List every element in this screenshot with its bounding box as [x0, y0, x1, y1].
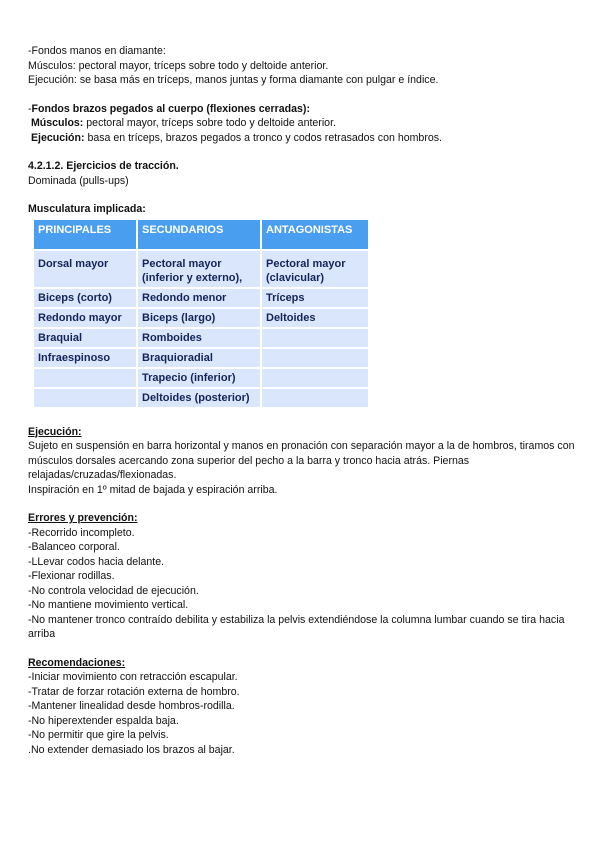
list-item: -No mantener tronco contraído debilita y estabiliza la pelvis extendiéndose la columna lumbar cuando se tira hacia arriba — [28, 613, 565, 640]
list-item: -Mantener linealidad desde hombros-rodilla. — [28, 700, 235, 712]
list-item: -No mantiene movimiento vertical. — [28, 599, 189, 611]
close-execution-text: basa en tríceps, brazos pegados a tronco y codos retrasados con hombros. — [84, 131, 442, 144]
list-item: -Iniciar movimiento con retracción escapular. — [28, 671, 238, 683]
table-cell — [34, 369, 136, 387]
recommendations-title: Recomendaciones: — [28, 656, 126, 669]
list-item: -LLevar codos hacia delante. — [28, 555, 165, 568]
section-subtitle: Dominada (pulls-ups) — [28, 174, 129, 187]
table-cell: Dorsal mayor — [34, 251, 136, 287]
list-item: -No hiperextender espalda baja. — [28, 714, 179, 727]
table-cell: Deltoides (posterior) — [138, 389, 260, 407]
table-header-row — [34, 220, 368, 249]
table-cell — [34, 389, 136, 407]
diamond-title: -Fondos manos en diamante: — [28, 45, 166, 57]
table-cell: Pectoral mayor (inferior y externo), — [138, 251, 260, 287]
errors-block — [28, 511, 576, 642]
table-cell: Trapecio (inferior) — [138, 369, 260, 387]
errors-title: Errores y prevención: — [28, 512, 138, 524]
execution-paragraph: Sujeto en suspensión en barra horizontal y manos en pronación con separación mayor a la de hombros, tiramos con músculos dorsales acercando zona superior del pecho a la barra y tronco hacia atrás. Piernas relajadas/cruzadas/flexionadas. — [28, 440, 575, 481]
table-cell: Infraespinoso — [34, 349, 136, 367]
table-cell: Biceps (largo) — [138, 309, 260, 327]
table-cell — [262, 389, 368, 407]
table-row — [34, 349, 368, 367]
header-antagonistas: ANTAGONISTAS — [262, 220, 368, 249]
list-item: -Balanceo corporal. — [28, 541, 120, 553]
execution-breathing: Inspiración en 1º mitad de bajada y espiración arriba. — [28, 483, 278, 496]
list-item: -Recorrido incompleto. — [28, 526, 135, 539]
list-item: -Tratar de forzar rotación externa de hombro. — [28, 685, 240, 698]
table-row — [34, 389, 368, 407]
close-dash: - — [28, 102, 32, 115]
close-title: Fondos brazos pegados al cuerpo (flexiones cerradas): — [31, 102, 310, 115]
list-item: .No extender demasiado los brazos al bajar. — [28, 743, 235, 756]
document-page — [28, 44, 576, 757]
close-pushup-block — [28, 102, 576, 146]
table-row — [34, 309, 368, 327]
table-cell: Deltoides — [262, 309, 368, 327]
musculature-table — [32, 218, 370, 409]
musculature-title: Musculatura implicada: — [28, 203, 146, 215]
close-muscles-label: Músculos: — [30, 117, 84, 129]
close-execution-label: Ejecución: — [30, 131, 85, 144]
execution-title: Ejecución: — [28, 425, 82, 438]
list-item: -No controla velocidad de ejecución. — [28, 584, 199, 597]
table-cell: Braquioradial — [138, 349, 260, 367]
section-heading: 4.2.1.2. Ejercicios de tracción. — [28, 160, 179, 172]
diamond-muscles: Músculos: pectoral mayor, tríceps sobre todo y deltoide anterior. — [28, 59, 329, 72]
table-row — [34, 329, 368, 347]
list-item: -Flexionar rodillas. — [28, 570, 115, 582]
header-principales: PRINCIPALES — [34, 220, 136, 249]
table-row — [34, 251, 368, 287]
close-title-line — [28, 102, 576, 117]
table-cell: Redondo mayor — [34, 309, 136, 327]
table-cell: Braquial — [34, 329, 136, 347]
diamond-pushup-block — [28, 44, 576, 88]
table-cell — [262, 349, 368, 367]
execution-block — [28, 425, 576, 498]
diamond-execution: Ejecución: se basa más en tríceps, manos juntas y forma diamante con pulgar e índice. — [28, 74, 439, 86]
table-cell — [262, 369, 368, 387]
close-execution-line — [28, 131, 576, 146]
table-cell: Tríceps — [262, 289, 368, 307]
table-cell: Romboides — [138, 329, 260, 347]
table-row — [34, 289, 368, 307]
table-row — [34, 369, 368, 387]
header-secundarios: SECUNDARIOS — [138, 220, 260, 249]
table-cell — [262, 329, 368, 347]
close-muscles-line — [28, 116, 576, 131]
list-item: -No permitir que gire la pelvis. — [28, 729, 169, 741]
table-cell: Redondo menor — [138, 289, 260, 307]
close-muscles-text: pectoral mayor, tríceps sobre todo y deltoide anterior. — [83, 117, 336, 129]
table-cell: Pectoral mayor (clavicular) — [262, 251, 368, 287]
table-cell: Biceps (corto) — [34, 289, 136, 307]
recommendations-block — [28, 656, 576, 758]
